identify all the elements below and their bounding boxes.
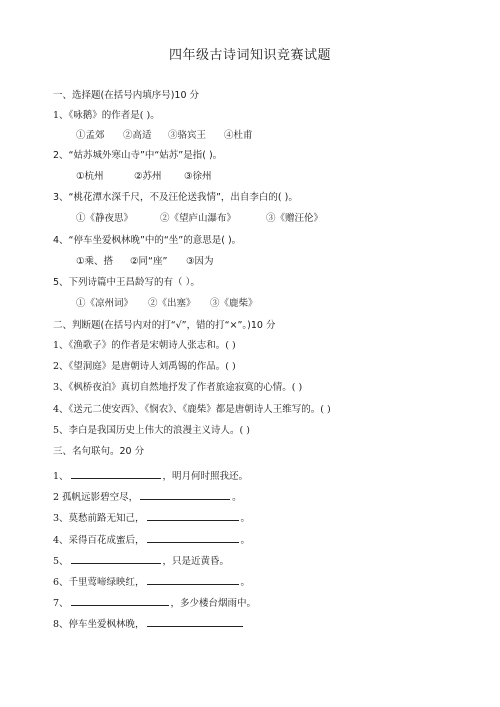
option: ①《静夜思》 [76,213,134,224]
fill-item-6 [53,574,250,589]
fill-item-8 [53,616,245,631]
option: ③因为 [186,256,214,267]
judgment-item-3: 3、《枫桥夜泊》真切自然地抒发了作者旅途寂寞的心情。( ) [53,382,303,393]
option: ③《赠汪伦》 [266,213,324,224]
fill-prefix: 5、 [53,556,69,567]
section2-heading: 二、判断题(在括号内对的打“√”，错的打“×”。)10 分 [53,320,276,331]
option: ②高适 [123,130,152,141]
fill-prefix: 2 孤帆远影碧空尽， [53,492,139,503]
fill-prefix: 1、 [53,471,69,482]
answer-blank-1[interactable] [71,468,161,479]
question-3: 3、“桃花潭水深千尺，不及汪伦送我情”，出自李白的( )。 [53,192,298,203]
question-1: 1、《咏鹅》的作者是( )。 [53,110,160,121]
option: ④杜甫 [224,130,253,141]
fill-suffix: 。 [240,577,251,588]
fill-suffix: ，只是近黄昏。 [162,556,230,567]
answer-blank-4[interactable] [147,532,239,543]
option: ③骆宾王 [168,130,207,141]
answer-blank-7[interactable] [71,595,169,606]
fill-suffix: 。 [240,513,251,524]
fill-prefix: 8、停车坐爱枫林晚， [53,619,145,630]
fill-suffix: 。 [240,535,251,546]
answer-blank-5[interactable] [71,553,161,564]
judgment-item-4: 4、《送元二使安西》、《悯农》、《鹿柴》都是唐朝诗人王维写的。( ) [53,404,331,415]
question-3-options [76,213,323,225]
fill-prefix: 6、千里莺啼绿映红， [53,577,145,588]
question-2-options [76,171,212,183]
answer-blank-2[interactable] [140,489,230,500]
fill-prefix: 4、采得百花成蜜后， [53,535,145,546]
fill-prefix: 3、莫愁前路无知己， [53,513,145,524]
answer-blank-8[interactable] [147,616,243,627]
question-4: 4、“停车坐爱枫林晚”中的“坐”的意思是( )。 [53,235,242,246]
option: ②《出塞》 [148,298,196,309]
answer-blank-6[interactable] [147,574,239,585]
page-title: 四年级古诗词知识竞赛试题 [168,48,331,63]
option: ②苏州 [134,171,162,182]
option: ①杭州 [76,171,104,182]
option: ③徐州 [184,171,212,182]
option: ①《凉州词》 [76,298,134,309]
option: ①孟郊 [76,130,105,141]
section1-heading: 一、选择题(在括号内填序号)10 分 [53,90,200,101]
question-4-options [76,256,214,268]
judgment-item-5: 5、李白是我国历史上伟大的浪漫主义诗人。( ) [53,425,250,436]
fill-item-7 [53,595,256,610]
question-1-options [76,130,253,142]
option: ①乘、搭 [76,256,114,267]
option: ②《望庐山瀑布》 [160,213,237,224]
fill-suffix: ，多少楼台烟雨中。 [170,598,257,609]
fill-prefix: 7、 [53,598,69,609]
judgment-item-2: 2、《望洞庭》是唐朝诗人刘禹锡的作品。( ) [53,361,236,372]
answer-blank-3[interactable] [147,510,239,521]
fill-item-2 [53,489,242,504]
fill-item-5 [53,553,229,568]
question-5: 5、下列诗篇中王昌龄写的有（ ）。 [53,277,200,288]
question-2: 2、“姑苏城外寒山寺”中“姑苏”是指( )。 [53,150,223,161]
option: ②同“座” [130,256,168,267]
section3-heading: 三、名句联句。20 分 [53,446,145,457]
judgment-item-1: 1、《渔歌子》的作者是宋朝诗人张志和。( ) [53,340,236,351]
fill-suffix: 。 [232,492,242,503]
fill-item-3 [53,510,250,525]
option: ③《鹿柴》 [210,298,258,309]
fill-suffix: ，明月何时照我还。 [162,471,249,482]
fill-item-1 [53,468,248,483]
question-5-options [76,298,258,310]
fill-item-4 [53,532,250,547]
